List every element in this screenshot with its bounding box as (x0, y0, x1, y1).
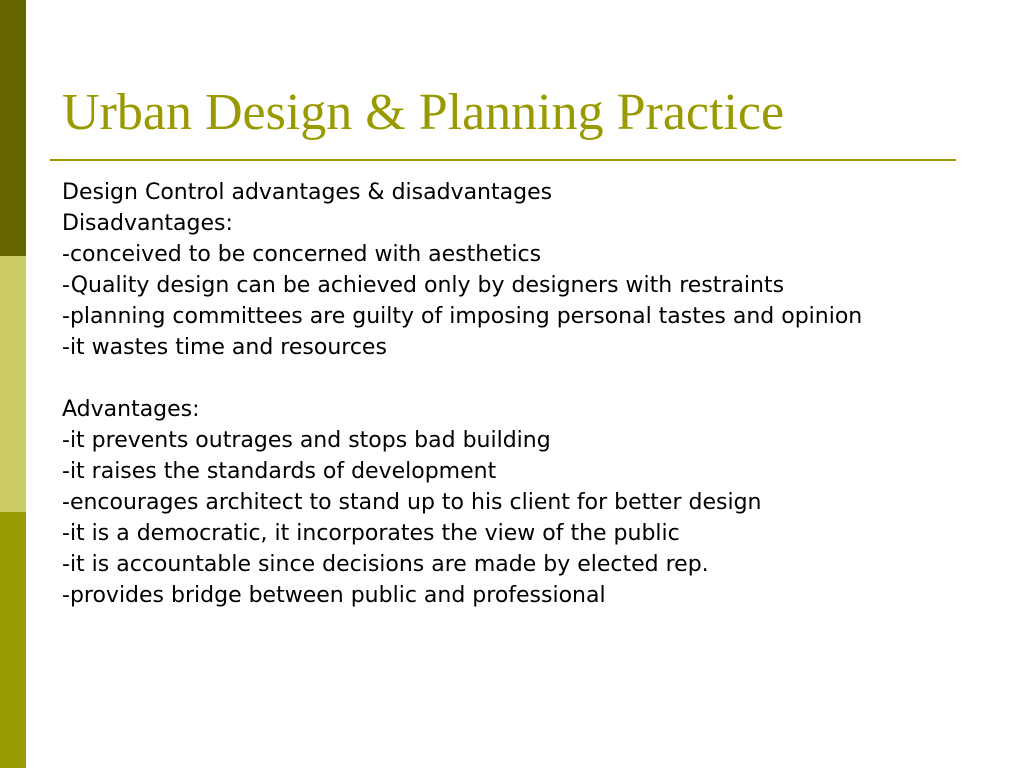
disadvantage-item: -Quality design can be achieved only by designers with restraints (62, 273, 785, 298)
slide-title: Urban Design & Planning Practice (62, 84, 785, 141)
title-divider (50, 159, 956, 161)
advantages-label: Advantages: (62, 397, 200, 422)
advantage-item: -it is accountable since decisions are made by elected rep. (62, 552, 709, 577)
disadvantage-item: -conceived to be concerned with aesthetics (62, 242, 542, 267)
advantage-item: -it prevents outrages and stops bad building (62, 428, 551, 453)
sidebar-middle-segment (0, 256, 26, 512)
disadvantage-item: -planning committees are guilty of imposing personal tastes and opinion (62, 304, 863, 329)
sidebar-bottom-segment (0, 512, 26, 768)
advantage-item: -provides bridge between public and professional (62, 583, 606, 608)
advantage-item: -it raises the standards of development (62, 459, 497, 484)
advantage-item: -encourages architect to stand up to his client for better design (62, 490, 762, 515)
disadvantage-item: -it wastes time and resources (62, 335, 387, 360)
disadvantages-label: Disadvantages: (62, 211, 233, 236)
advantage-item: -it is a democratic, it incorporates the view of the public (62, 521, 680, 546)
section-spacer (62, 366, 922, 397)
sidebar-top-segment (0, 0, 26, 256)
slide-body (62, 180, 922, 614)
body-heading: Design Control advantages & disadvantages (62, 180, 553, 205)
